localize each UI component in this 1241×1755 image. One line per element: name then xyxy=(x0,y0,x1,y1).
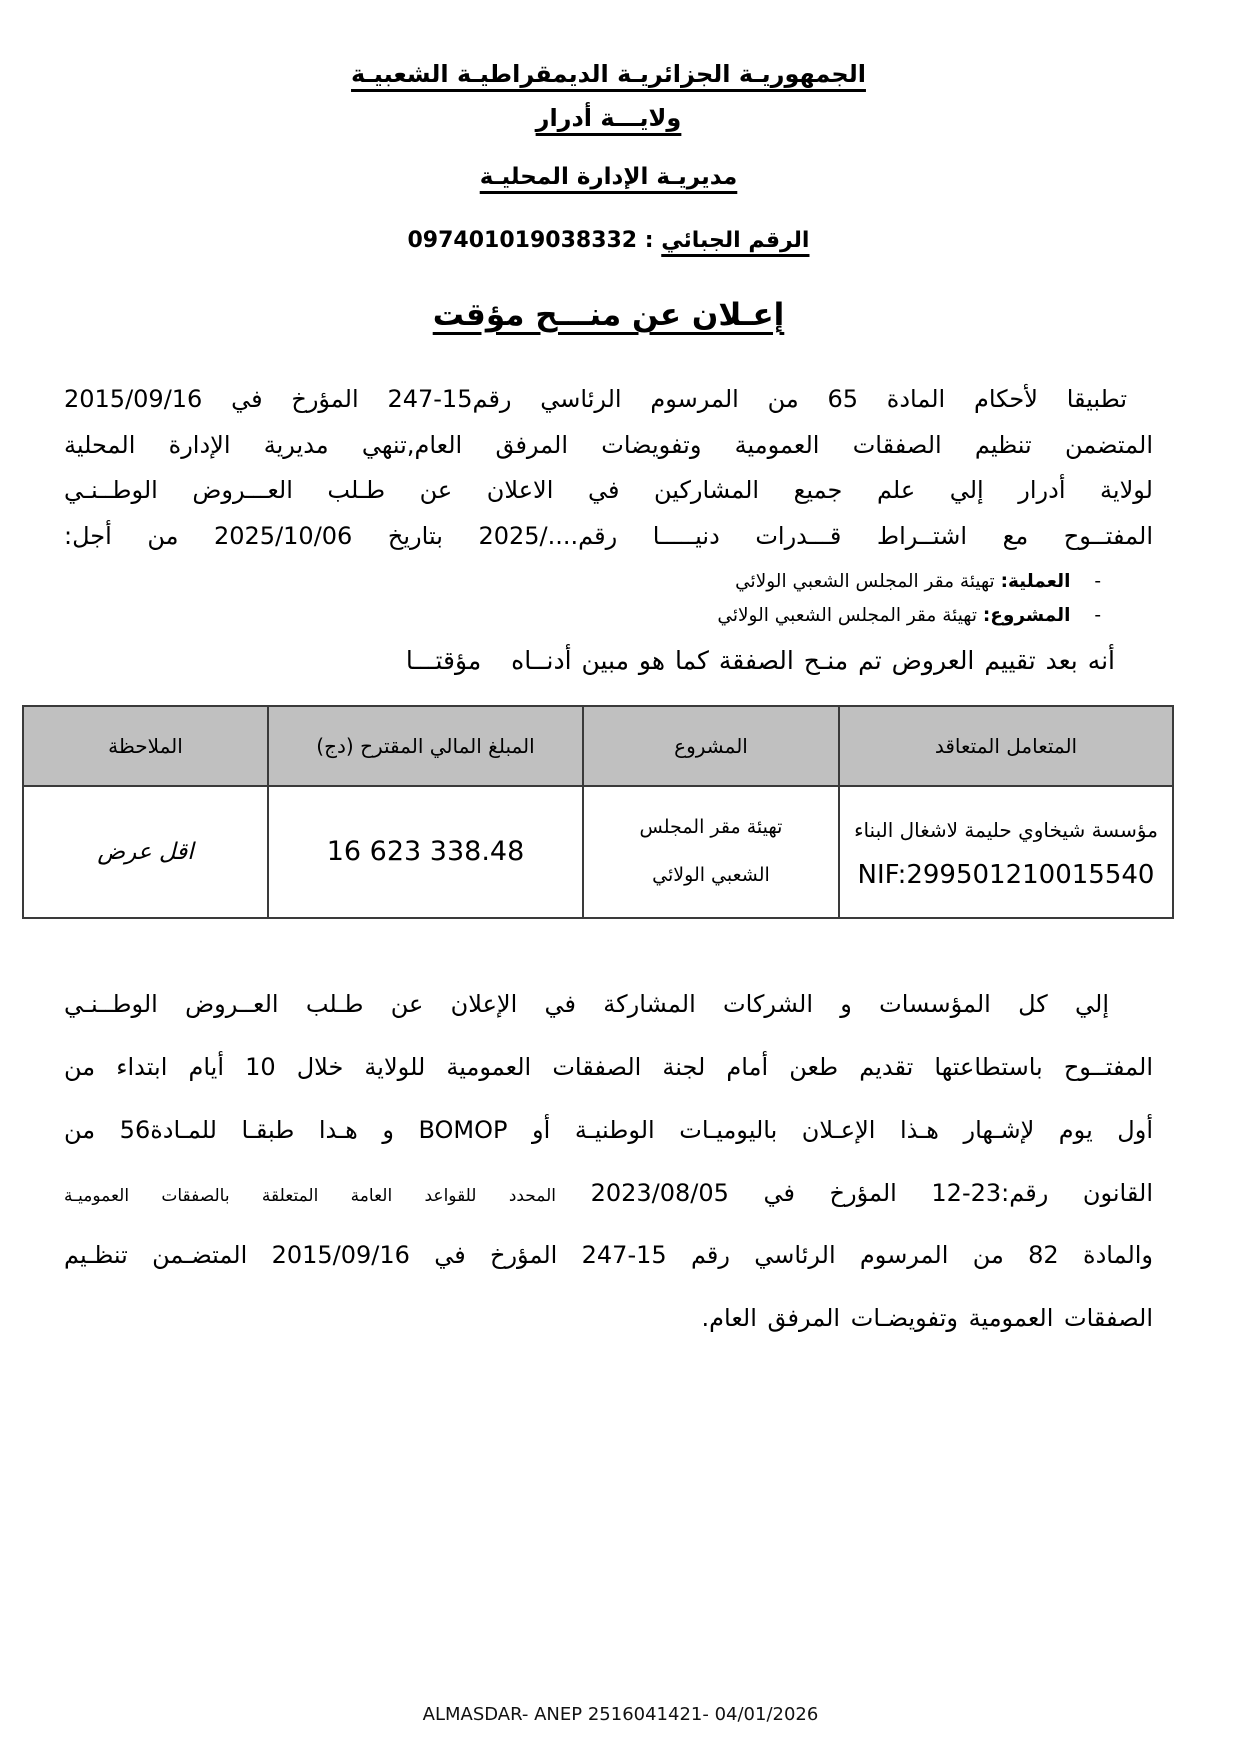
award-table xyxy=(22,705,1174,919)
intro-line: لولاية أدرار إلي علم جميع المشاركين في الاعلان عن طـلب العـــروض الوطــنـي xyxy=(64,476,1153,505)
contractor-name: مؤسسة شيخاوي حليمة لاشغال البناء xyxy=(854,817,1158,842)
intro-paragraph xyxy=(64,377,1153,559)
table-row xyxy=(23,786,1173,918)
scope-bullet-list xyxy=(64,565,1153,632)
appeal-line: أول يوم لإشـهار هـذا الإعـلان باليوميـات الوطنيـة أو BOMOP و هـدا طبقـا للمـادة56 من xyxy=(64,1115,1153,1144)
document-header xyxy=(64,60,1153,333)
appeal-line: المفتــوح باستطاعتها تقديم طعن أمام لجنة الصفقات العمومية للولاية خلال 10 أيام ابتداء من xyxy=(64,1052,1154,1081)
proposed-amount: 16 623 338.48 xyxy=(326,836,525,868)
tax-id-separator: : xyxy=(637,228,662,253)
table-header-row xyxy=(23,706,1173,786)
appeal-line: إلي كل المؤسسات و الشركات المشاركة في الإعلان عن طـلب العــروض الوطــنـي xyxy=(64,989,1109,1018)
wilaya-title: ولايـــة أدرار xyxy=(535,104,682,132)
tax-id-label: الرقم الجبائي xyxy=(661,228,810,253)
project-text: تهيئة مقر المجلس الشعبي الولائي xyxy=(717,604,977,626)
cell-amount xyxy=(268,786,583,918)
directorate-title: مديريـة الإدارة المحليـة xyxy=(479,164,738,190)
bullet-dash: - xyxy=(1094,571,1101,593)
anep-footer: ALMASDAR- ANEP 2516041421- 04/01/2026 xyxy=(422,1704,819,1725)
note-text: اقل عرض xyxy=(97,838,194,865)
appeal-law-line xyxy=(64,1162,1153,1225)
bullet-dash: - xyxy=(1094,604,1101,626)
cell-contractor xyxy=(839,786,1173,918)
tax-id-line xyxy=(64,228,1153,253)
operation-label: العملية: xyxy=(1000,571,1071,593)
intro-line: المتضمن تنظيم الصفقات العمومية وتفويضات المرفق العام,تنهي مديرية الإدارة المحلية xyxy=(64,430,1153,459)
appeal-line: والمادة 82 من المرسوم الرئاسي رقم 15-247 المؤرخ في 2015/09/16 المتضـمن تنظـيم xyxy=(64,1241,1154,1270)
header-note: الملاحظة xyxy=(23,706,268,786)
document-title: إعـلان عن منـــح مؤقت xyxy=(432,297,785,333)
header-amount: المبلغ المالي المقترح (دج) xyxy=(268,706,583,786)
operation-bullet xyxy=(64,565,1101,598)
appeal-paragraph xyxy=(64,973,1153,1350)
project-bullet xyxy=(64,599,1101,632)
republic-title: الجمهوريـة الجزائريـة الديمقراطيـة الشعبيـة xyxy=(351,60,866,88)
intro-line: المفتــوح مع اشتــراط قـــدرات دنيـــــا رقم..../2025 بتاريخ 2025/10/06 من أجل: xyxy=(64,521,1153,550)
operation-text: تهيئة مقر المجلس الشعبي الولائي xyxy=(735,571,995,593)
header-project: المشروع xyxy=(583,706,839,786)
project-label: المشروع: xyxy=(982,604,1071,626)
project-name-line1: تهيئة مقر المجلس xyxy=(639,816,783,839)
appeal-closing-line: الصفقات العمومية وتفويضـات المرفق العام. xyxy=(701,1304,1153,1333)
contractor-nif: NIF:299501210015540 xyxy=(857,859,1155,890)
intro-line: تطبيقا لأحكام المادة 65 من المرسوم الرئاسي رقم15-247 المؤرخ في 2015/09/16 xyxy=(64,385,1128,413)
project-name-line2: الشعبي الولائي xyxy=(652,863,770,886)
tax-id-number: 097401019038332 xyxy=(407,228,638,253)
header-contractor: المتعامل المتعاقد xyxy=(839,706,1173,786)
cell-project xyxy=(583,786,839,918)
law-reference-main: القانون رقم:23-12 المؤرخ في 2023/08/05 xyxy=(590,1178,1153,1207)
award-statement: أنه بعد تقييم العروض تم منـح الصفقة كما هو مبين أدنــاه مؤقتـــا xyxy=(405,645,1115,675)
cell-note xyxy=(23,786,268,918)
law-reference-detail: المحدد للقواعد العامة المتعلقة بالصفقات العموميـة xyxy=(64,1185,557,1206)
